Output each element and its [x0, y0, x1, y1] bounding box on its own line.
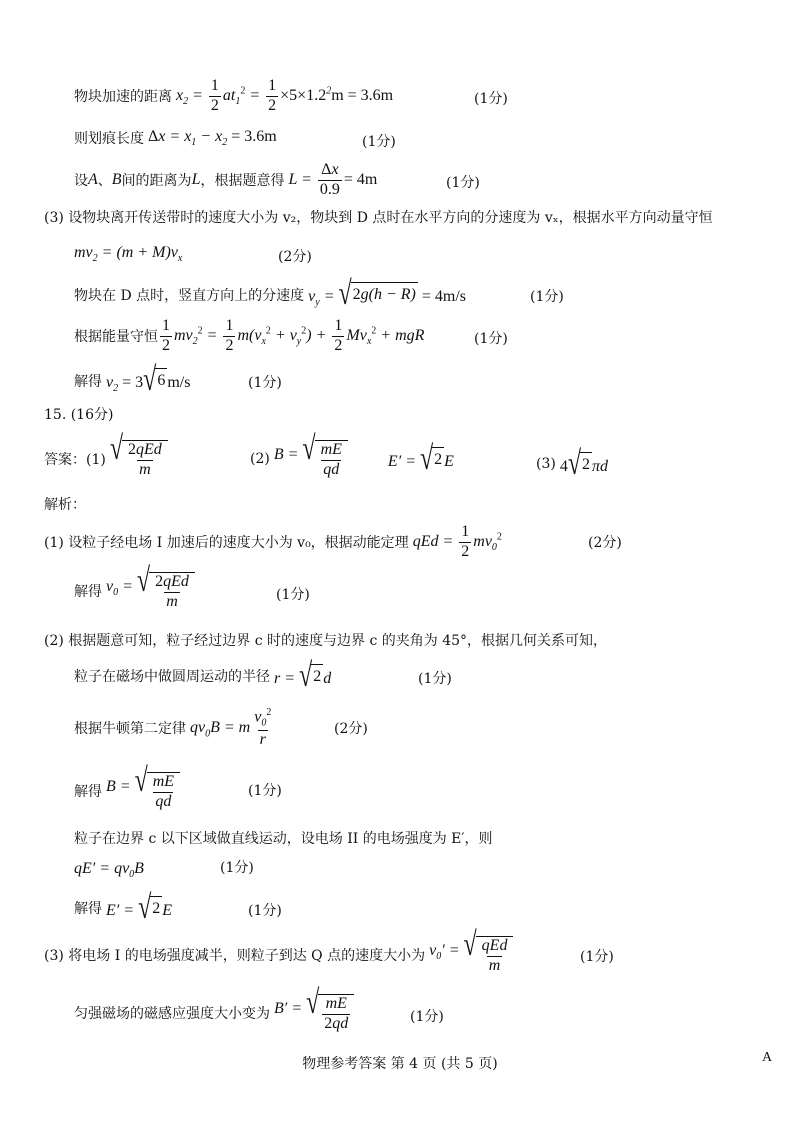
line-scratch-length [74, 128, 277, 148]
text: (2) 根据题意可知，粒子经过边界 c 时的速度与边界 c 的夹角为 45°，根据几何关系可知， [44, 633, 608, 649]
page-footer: 物理参考答案 第 4 页 (共 5 页) [302, 1056, 498, 1072]
line-p2d [74, 828, 493, 848]
score: (2分) [334, 721, 368, 737]
equation-B: B = √ $\frac{mE}{qd}$ [102, 772, 180, 811]
line-radius [74, 657, 332, 695]
text: 物块加速的距离 [74, 89, 172, 106]
equation-v0: $v_0$ = √ $\frac{\text{2qEd}}{m}$ [102, 572, 195, 611]
var-L: L [191, 171, 201, 189]
equation-v2: $v_2 = 3$ √ 6 m/s [102, 361, 191, 399]
line-distance-L: 设 A 、 B 间的距离为 L ，根据题意得 L = $\frac{\Delta x}{0.9}$ = 4m [74, 161, 378, 198]
text: 则划痕长度 [74, 131, 144, 148]
equation-L: L = $\frac{\Delta x}{0.9}$ = 4m [284, 161, 378, 198]
answer-2-group [250, 430, 454, 479]
equation-qE: $qE' = qv_0B$ [74, 860, 144, 881]
score: (1分) [248, 375, 282, 391]
text: 间的距离为 [121, 173, 192, 190]
text: 粒子在磁场中做圆周运动的半径 [74, 669, 270, 685]
equation-r: r = √ 2 d [270, 657, 332, 695]
text: 解得 [74, 784, 102, 801]
answer-2: B = √ $\frac{mE}{qd}$ [270, 440, 348, 479]
line-p3 [44, 926, 513, 975]
equation-Bprime: B′ = √ $\frac{mE}{2qd}$ [270, 994, 354, 1033]
line-accel-distance [74, 78, 393, 115]
section-3-text [44, 207, 713, 227]
line-v0 [74, 562, 195, 611]
text: 解得 [74, 584, 102, 601]
equation-momentum: $mv_2 = (m + M)v_x$ [74, 244, 183, 265]
equation-energy: $\frac{1}{2}$ $mv_2^2$ = $\frac{1}{2}$ $m(v_x^2 + v_y^2)$ + $\frac{1}{2}$ $Mv_x^2$ + mgR [162, 317, 425, 354]
text: 根据牛顿第二定律 [74, 721, 186, 738]
text: 设 [74, 173, 88, 190]
text: ，根据题意得 [200, 173, 285, 190]
line-p2 [44, 630, 607, 650]
equation-Eprime: E′ = √ 2 E [102, 889, 173, 927]
equation-x2: $x_2$ = $\frac{1}{2}$ $at_1^2$ = $\frac{1}{2}$ $\times 5\times 1.2^2m = 3.6m$ [172, 77, 394, 114]
line-Bprime [74, 984, 354, 1033]
score: (1分) [248, 903, 282, 919]
text: 解得 [74, 374, 102, 391]
text: 15. (16分) [44, 407, 114, 423]
equation-kinetic: qEd = $\frac{1}{2}$ $mv_0^2$ [408, 523, 502, 560]
equation-dx: $\Delta x = x_1 - x_2 = 3.6m$ [144, 128, 277, 149]
answer-3-group [536, 445, 609, 483]
var-A: A [88, 171, 98, 189]
score: (2分) [278, 249, 312, 265]
text: 匀强磁场的磁感应强度大小变为 [74, 1006, 270, 1023]
line-newton [74, 708, 275, 749]
score: (1分) [530, 289, 564, 305]
score: (1分) [362, 134, 396, 150]
text: (3) [536, 456, 556, 472]
text: 粒子在边界 c 以下区域做直线运动，设电场 II 的电场强度为 E′，则 [74, 831, 493, 847]
line-v2 [74, 361, 191, 399]
answer-1: √ $\frac{\text{2qEd}}{m}$ [106, 440, 168, 479]
text: 物块在 D 点时，竖直方向上的分速度 [74, 288, 305, 305]
analysis-header [44, 494, 86, 514]
line-energy [74, 318, 424, 355]
page-variant-label: A [762, 1050, 773, 1065]
score: (1分) [474, 331, 508, 347]
text: (3) 设物块离开传送带时的速度大小为 v₂，物块到 D 点时在水平方向的分速度为 vₓ，根据水平方向动量守恒 [44, 210, 713, 226]
question-15-header [44, 404, 113, 424]
score: (1分) [410, 1009, 444, 1025]
line-vy [74, 275, 467, 313]
answers-line [44, 430, 168, 479]
score: (1分) [418, 671, 452, 687]
equation-newton: $qv_0B = m$ $\frac{v_0^2}{r}$ [186, 707, 272, 749]
var-B: B [111, 171, 122, 189]
score: (1分) [474, 91, 508, 107]
text: (3) 将电场 I 的电场强度减半，则粒子到达 Q 点的速度大小为 [44, 948, 426, 965]
text: 解析： [44, 497, 86, 513]
score: (1分) [446, 175, 480, 191]
line-Eprime [74, 889, 173, 927]
equation-vy: $v_y$ = √ 2 g(h − R) = 4m/s [304, 275, 467, 313]
score: (1分) [220, 860, 254, 876]
score: (1分) [580, 949, 614, 965]
score: (2分) [588, 535, 622, 551]
score: (1分) [276, 587, 310, 603]
text: 根据能量守恒 [74, 329, 158, 346]
text: (2) [250, 451, 270, 468]
line-p1 [44, 524, 502, 561]
answer-3: 4 √ 2 πd [559, 445, 609, 483]
answer-2b: E′ = √ 2 E [387, 441, 454, 478]
score: (1分) [248, 783, 282, 799]
text: (1) 设粒子经电场 I 加速后的速度大小为 v₀，根据动能定理 [44, 535, 409, 552]
line-B [74, 762, 180, 811]
text: 答案：(1) [44, 452, 106, 469]
text: 解得 [74, 901, 102, 917]
equation-v0prime: $v_0'$ = √ $\frac{\text{qEd}}{m}$ [425, 936, 513, 975]
